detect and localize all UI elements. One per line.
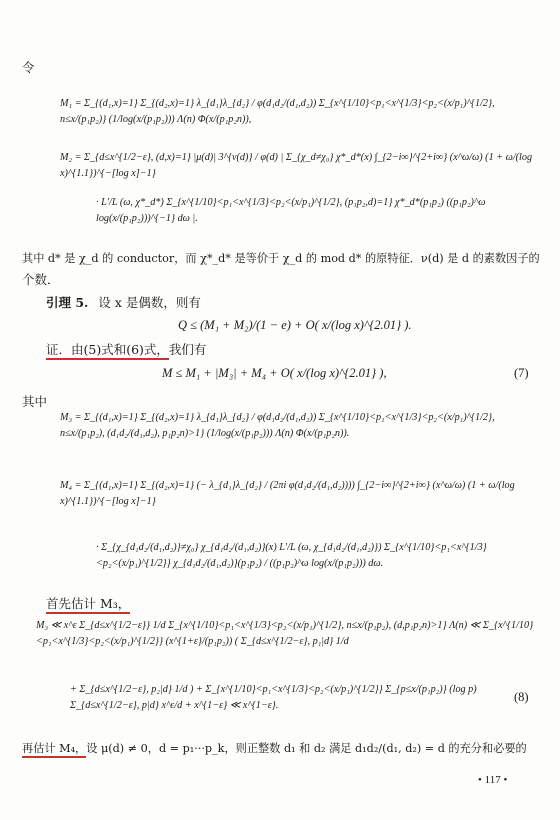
proof-label: 证．由(5)式和(6)式， <box>46 342 169 360</box>
equation-m4-continuation: · Σ_{χ_{d₁d₂/(d₁,d₂)}≠χ₀} χ_{d₁d₂/(d₁,d₂)}(x) L′/L (ω, χ_{d₁d₂/(d₁,d₂)}) Σ_{x^{1/10}<p₁<x^{1/3}<p₂<(x/p₁)^{1/2}} χ_{d₁d₂/(d₁,d₂)}(p₁p₂) / ((p₁p₂)^ω log(x/(p₁p₂))) dω. <box>96 542 487 569</box>
paragraph-line: 个数． <box>22 272 60 287</box>
equation-m3-estimate: M₃ ≪ x^ε Σ_{d≤x^{1/2−ε}} 1/d Σ_{x^{1/10}<p₁<x^{1/3}<p₂<(x/p₁)^{1/2}, n≤x/(p₁p₂), (d,p₁p₂n)>1} Λ(n) ≪ Σ_{x^{1/10}<p₁<x^{1/3}<p₂<(x/p₁)^{1/2}} (x^{1+ε}/(p₁p₂)) ( Σ_{d≤x^{1/2−ε}, p₁|d} 1/d <box>36 620 534 647</box>
lemma-text: 设 x 是偶数，则有 <box>98 295 201 310</box>
first-estimate-label <box>46 594 130 612</box>
lemma-equation: Q ≤ (M₁ + M₂)/(1 − e) + O( x/(log x)^{2.01} ). <box>178 318 412 332</box>
equation-m2-continuation: · L′/L (ω, χ*_d*) Σ_{x^{1/10}<p₁<x^{1/3}<p₂<(x/p₁)^{1/2}, (p₁p₂,d)=1} χ*_d*(p₁p₂) ((p₁p₂)^ω log(x/(p₁p₂)))^{−1} dω |. <box>96 197 486 224</box>
qizhong-label: 其中 <box>22 394 48 409</box>
equation-number-8: (8) <box>514 690 529 704</box>
then-estimate-text: 设 μ(d) ≠ 0，d = p₁···p_k，则正整数 d₁ 和 d₂ 满足 d₁d₂/(d₁, d₂) = d 的充分和必要的 <box>86 742 527 755</box>
then-estimate-label: 再估计 M₄， <box>22 742 86 758</box>
paragraph-line: 其中 d* 是 χ_d 的 conductor，而 χ*_d* 是等价于 χ_d 的 mod d* 的原特征．ν(d) 是 d 的素数因子的 <box>22 252 540 265</box>
equation-number-7: (7) <box>514 366 529 380</box>
equation-m3: M₃ = Σ_{(d₁,x)=1} Σ_{(d₂,x)=1} λ_{d₁}λ_{d₂} / φ(d₁d₂/(d₁,d₂)) Σ_{x^{1/10}<p₁<x^{1/3}<p₂<(x/p₁)^{1/2}, n≤x/(p₁p₂), (d₁d₂/(d₁,d₂), p₁p₂n)>1} (1/log(x/(p₁p₂))) Λ(n) Φ(x/(p₁p₂n)). <box>60 412 495 439</box>
equation-m2: M₂ = Σ_{d≤x^{1/2−ε}, (d,x)=1} |μ(d)| 3^{ν(d)} / φ(d) | Σ_{χ_d≠χ₀} χ*_d*(x) ∫_{2−i∞}^{2+i∞} (x^ω/ω) (1 + ω/(log x)^{1.1})^{−[log x]−1} <box>60 152 533 179</box>
equation-8: + Σ_{d≤x^{1/2−ε}, p₂|d} 1/d ) + Σ_{x^{1/10}<p₁<x^{1/3}<p₂<(x/p₁)^{1/2}} Σ_{p≤x/(p₁p₂)} (log p) Σ_{d≤x^{1/2−ε}, p|d} x^ε/d + x^{1−ε} ≪ x^{1−ε}. <box>70 684 477 711</box>
intro-character: 令 <box>22 60 35 75</box>
lemma-statement <box>46 293 201 311</box>
first-estimate-text: 首先估计 M₃， <box>46 596 130 614</box>
then-estimate-line <box>22 740 527 756</box>
proof-line <box>46 340 206 358</box>
proof-text: 我们有 <box>168 342 207 357</box>
lemma-title: 引理 5. <box>46 295 89 310</box>
page-number: • 117 • <box>478 774 508 786</box>
equation-m4: M₄ = Σ_{(d₁,x)=1} Σ_{(d₂,x)=1} (− λ_{d₁}λ_{d₂} / (2πi φ(d₁d₂/(d₁,d₂)))) ∫_{2−i∞}^{2+i∞} (x^ω/ω) (1 + ω/(log x)^{1.1})^{−[log x]−1} <box>60 480 515 507</box>
equation-m1: M₁ = Σ_{(d₁,x)=1} Σ_{(d₂,x)=1} λ_{d₁}λ_{d₂} / φ(d₁d₂/(d₁,d₂)) Σ_{x^{1/10}<p₁<x^{1/3}<p₂<(x/p₁)^{1/2}, n≤x/(p₁p₂)} (1/log(x/(p₁p₂))) Λ(n) Φ(x/(p₁p₂n)), <box>60 98 495 125</box>
proof-equation: M ≤ M₁ + |M₃| + M₄ + O( x/(log x)^{2.01} ), <box>162 366 387 380</box>
